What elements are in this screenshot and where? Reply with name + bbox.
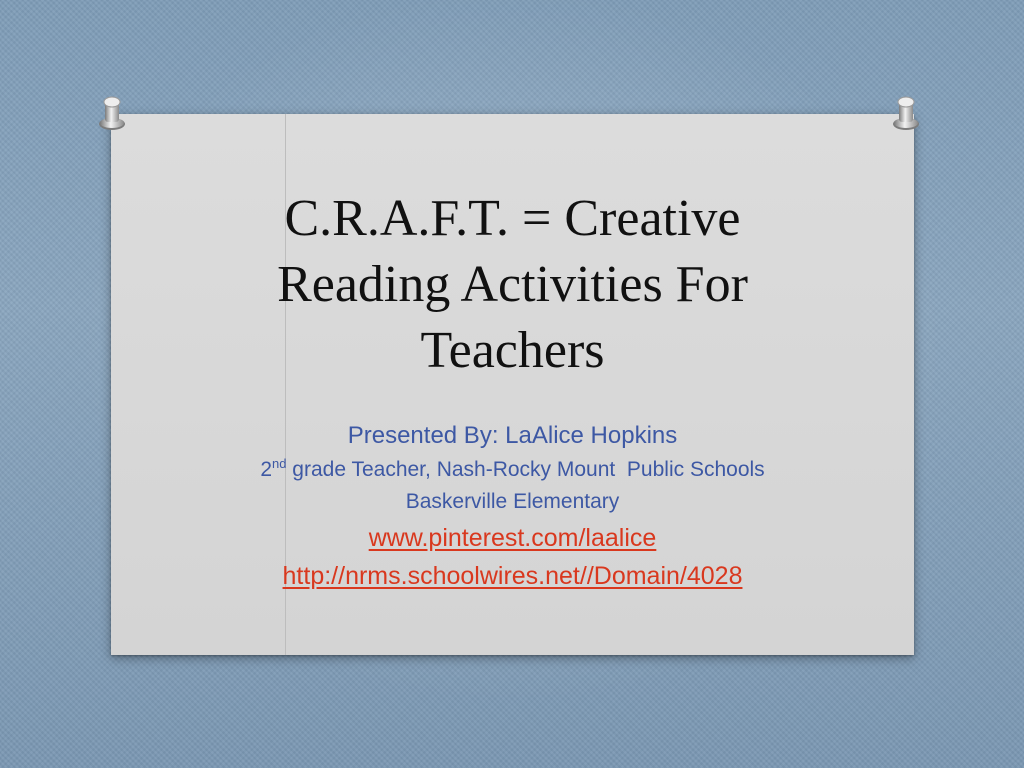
- role-line: [111, 458, 914, 482]
- pushpin-icon: [890, 92, 922, 132]
- presenter-line: Presented By: LaAlice Hopkins: [347, 422, 678, 449]
- role-description: grade Teacher, Nash-Rocky Mount Public Schools: [286, 458, 765, 481]
- role-grade-suffix: nd: [272, 456, 287, 471]
- schoolwires-link[interactable]: http://nrms.schoolwires.net//Domain/4028: [282, 562, 743, 590]
- pinterest-link[interactable]: www.pinterest.com/laalice: [368, 524, 657, 552]
- schoolwires-link-line: [111, 562, 914, 591]
- slide-title: [111, 186, 914, 384]
- title-line-2: Reading Activities For: [277, 256, 748, 313]
- title-line-3: Teachers: [420, 322, 605, 379]
- pushpin-icon: [96, 92, 128, 132]
- role-grade-number: 2: [260, 458, 272, 481]
- title-line-1: C.R.A.F.T. = Creative: [284, 190, 741, 247]
- pinterest-link-line: [111, 524, 914, 553]
- school-line: Baskerville Elementary: [405, 490, 620, 513]
